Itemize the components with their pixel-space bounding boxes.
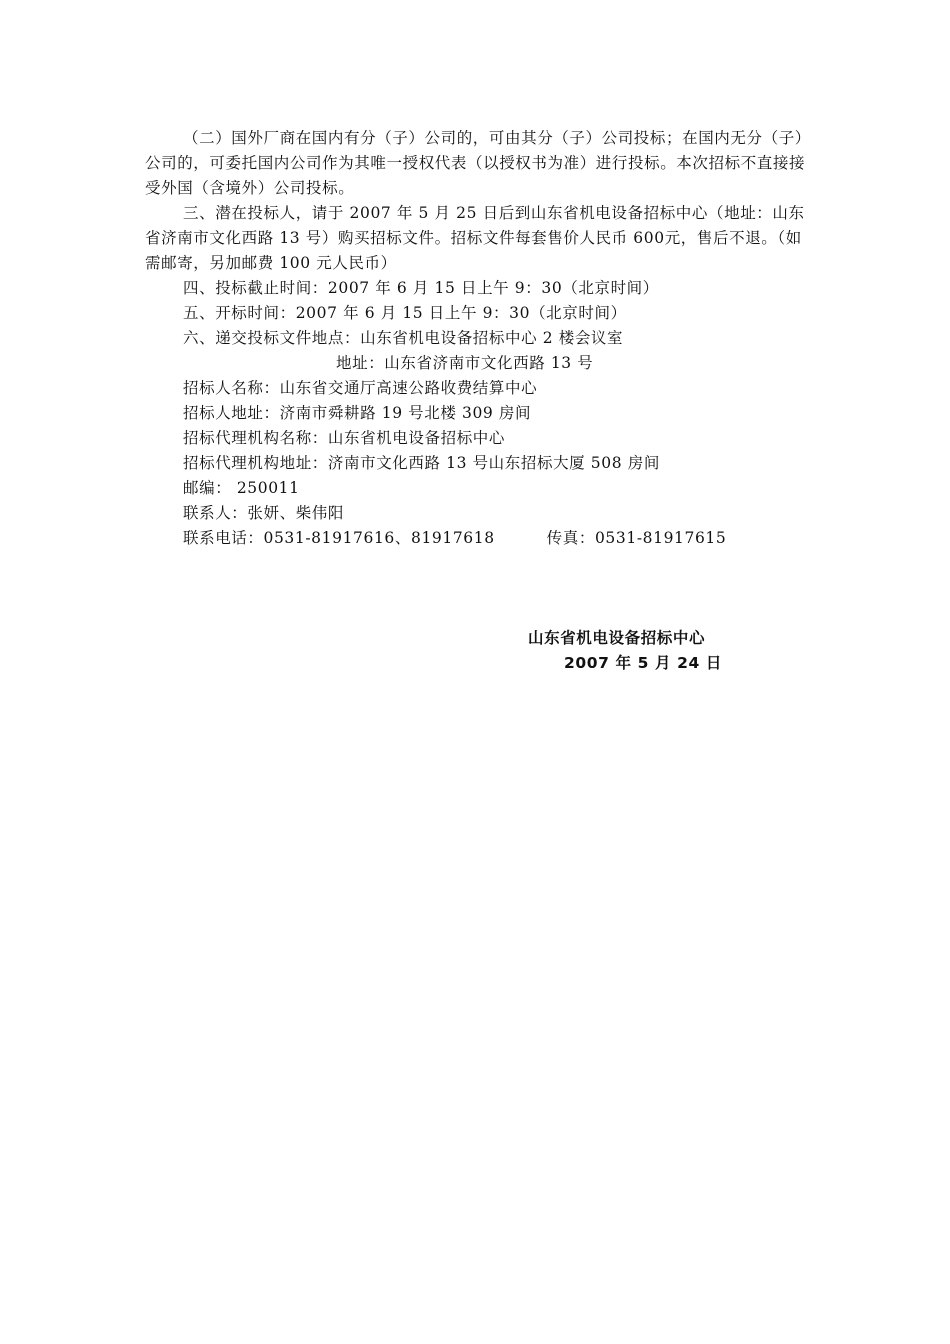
signature-organization: 山东省机电设备招标中心 bbox=[528, 629, 706, 647]
agency-address: 招标代理机构地址：济南市文化西路 13 号山东招标大厦 508 房间 bbox=[183, 454, 660, 472]
signature-block bbox=[470, 626, 790, 676]
tenderer-name: 招标人名称：山东省交通厅高速公路收费结算中心 bbox=[183, 379, 538, 397]
contact-phone-fax-line bbox=[145, 526, 813, 551]
contact-person: 联系人：张妍、柴伟阳 bbox=[183, 504, 345, 522]
agency-name: 招标代理机构名称：山东省机电设备招标中心 bbox=[183, 429, 506, 447]
tenderer-address: 招标人地址：济南市舜耕路 19 号北楼 309 房间 bbox=[183, 404, 532, 422]
postcode: 邮编： 250011 bbox=[183, 479, 300, 497]
signature-date: 2007 年 5 月 24 日 bbox=[564, 654, 722, 672]
bid-deadline: 四、投标截止时间：2007 年 6 月 15 日上午 9：30（北京时间） bbox=[183, 279, 659, 297]
paragraph-purchase-documents: 三、潜在投标人，请于 2007 年 5 月 25 日后到山东省机电设备招标中心（地址：山东省济南市文化西路 13 号）购买招标文件。招标文件每套售价人民币 600元，售后不退。（如需邮寄，另加邮费 100 元人民币） bbox=[145, 204, 805, 272]
bid-opening-time: 五、开标时间：2007 年 6 月 15 日上午 9：30（北京时间） bbox=[183, 304, 627, 322]
paragraph-foreign-vendors: （二）国外厂商在国内有分（子）公司的，可由其分（子）公司投标；在国内无分（子）公司的，可委托国内公司作为其唯一授权代表（以授权书为准）进行投标。本次招标不直接接受外国（含境外）公司投标。 bbox=[145, 129, 811, 197]
submission-address: 地址：山东省济南市文化西路 13 号 bbox=[336, 354, 594, 372]
submission-location: 六、递交投标文件地点：山东省机电设备招标中心 2 楼会议室 bbox=[183, 329, 624, 347]
contact-phone: 联系电话：0531-81917616、81917618 bbox=[183, 529, 495, 547]
contact-fax: 传真：0531-81917615 bbox=[546, 529, 727, 547]
document-body bbox=[145, 126, 813, 551]
